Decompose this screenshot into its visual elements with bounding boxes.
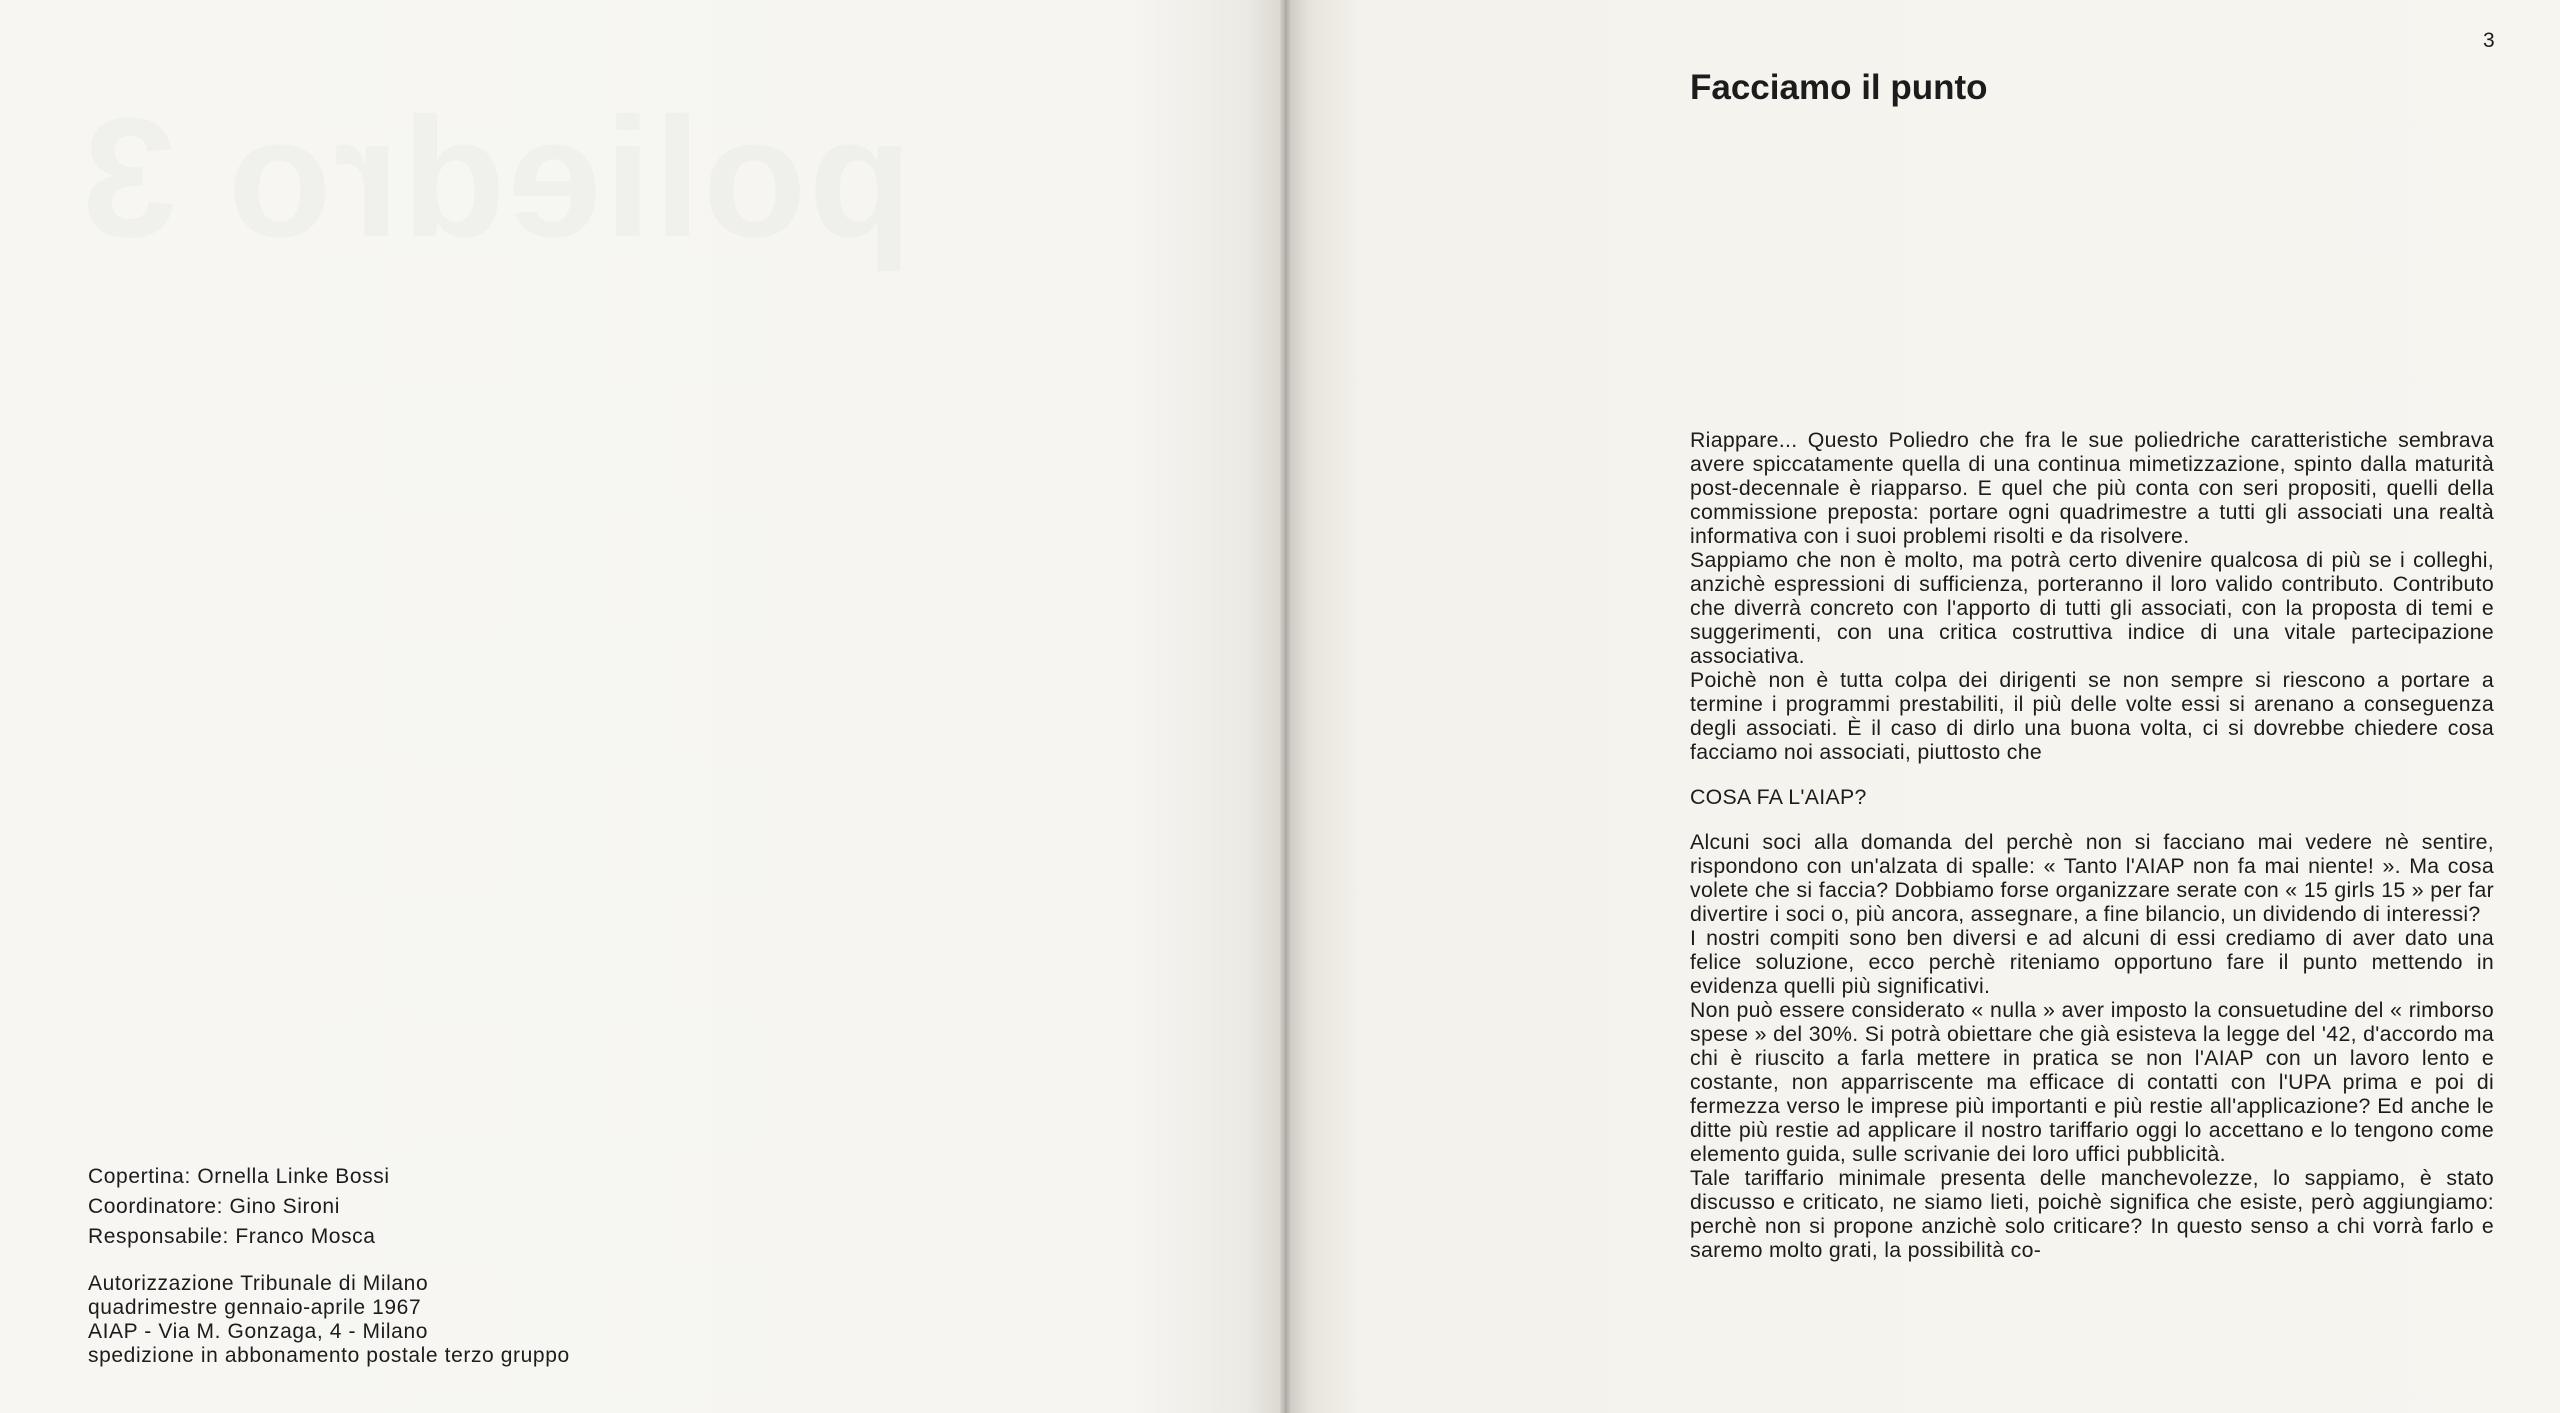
paragraph: Poichè non è tutta colpa dei dirigenti se non sempre si riescono a portare a termine i programmi prestabiliti, il più delle volte essi si arenano a conseguenza degli associati. È il caso di dirlo una buona volta, ci si dovrebbe chiedere cosa facciamo noi associati, piuttosto che: [1690, 668, 2494, 764]
imprint-line: spedizione in abbonamento postale terzo gruppo: [88, 1344, 570, 1367]
book-gutter: [1280, 0, 1290, 1413]
imprint-line: quadrimestre gennaio-aprile 1967: [88, 1296, 422, 1319]
credits-block: [88, 1162, 390, 1252]
paragraph: Tale tariffario minimale presenta delle manchevolezze, lo sappiamo, è stato discusso e criticato, ne siamo lieti, poichè significa che esiste, però aggiungiamo: perchè non si propone anzichè solo criticare? In questo senso a chi vorrà farlo e saremo molto grati, la possibilità co-: [1690, 1166, 2494, 1262]
show-through-title: poliedro 3: [80, 83, 913, 273]
paragraph: Alcuni soci alla domanda del perchè non si facciano mai vedere nè sentire, rispondono con un'alzata di spalle: « Tanto l'AIAP non fa mai niente! ». Ma cosa volete che si faccia? Dobbiamo forse organizzare serate con « 15 girls 15 » per far divertire i soci o, più ancora, assegnare, a fine bilancio, un dividendo di interessi?: [1690, 830, 2494, 926]
credit-coordinator: Coordinatore: Gino Sironi: [88, 1195, 340, 1218]
paragraph: Riappare... Questo Poliedro che fra le sue poliedriche caratteristiche sembrava avere spiccatamente quella di una continua mimetizzazione, spinto dalla maturità post-decennale è riapparso. E quel che più conta con seri propositi, quelli della commissione preposta: portare ogni quadrimestre a tutti gli associati una realtà informativa con i suoi problemi risolti e da risolvere.: [1690, 428, 2494, 548]
imprint-line: Autorizzazione Tribunale di Milano: [88, 1272, 429, 1295]
article-title: Facciamo il punto: [1690, 68, 1988, 107]
article-body: [1690, 428, 2494, 1262]
page-number: 3: [2483, 29, 2495, 52]
imprint-block: [88, 1272, 570, 1368]
section-heading: COSA FA L'AIAP?: [1690, 785, 1867, 809]
paragraph: Sappiamo che non è molto, ma potrà certo divenire qualcosa di più se i colleghi, anzichè espressioni di sufficienza, porteranno il loro valido contributo. Contributo che diverrà concreto con l'apporto di tutti gli associati, con la proposta di temi e suggerimenti, con una critica costruttiva indice di una vitale partecipazione associativa.: [1690, 548, 2494, 668]
paragraph: Non può essere considerato « nulla » aver imposto la consuetudine del « rimborso spese » del 30%. Si potrà obiettare che già esisteva la legge del '42, d'accordo ma chi è riuscito a farla mettere in pratica se non l'AIAP con un lavoro lento e costante, non apparriscente ma efficace di contatti con l'UPA prima e poi di fermezza verso le imprese più importanti e più restie all'applicazione? Ed anche le ditte più restie ad applicare il nostro tariffario oggi lo accettano e lo tengono come elemento guida, sulle scrivanie dei loro uffici pubblicità.: [1690, 998, 2494, 1166]
credit-cover: Copertina: Ornella Linke Bossi: [88, 1165, 390, 1188]
imprint-line: AIAP - Via M. Gonzaga, 4 - Milano: [88, 1320, 429, 1343]
paragraph: I nostri compiti sono ben diversi e ad alcuni di essi crediamo di aver dato una felice soluzione, ecco perchè riteniamo opportuno fare il punto mettendo in evidenza quelli più significativi.: [1690, 926, 2494, 998]
credit-responsible: Responsabile: Franco Mosca: [88, 1225, 376, 1248]
